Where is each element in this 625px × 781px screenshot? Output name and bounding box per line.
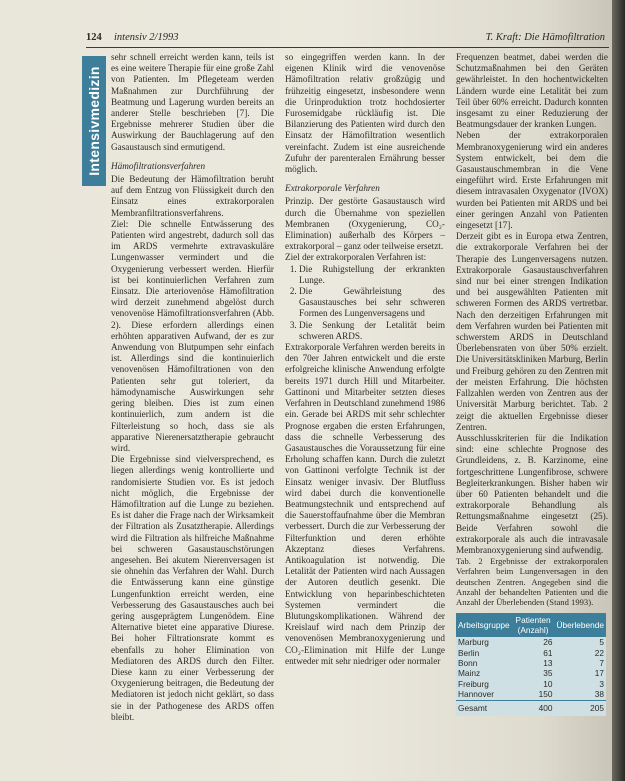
table-cell: 10 — [512, 679, 555, 689]
table-cell: 7 — [554, 658, 606, 668]
journal-name: intensiv 2/1993 — [114, 32, 179, 43]
table-cell: 150 — [512, 689, 555, 700]
table-cell: Gesamt — [456, 700, 512, 716]
table-row — [456, 648, 606, 658]
table-cell: Freiburg — [456, 679, 512, 689]
paragraph: Neben der extrakorporalen Membranoxygenierung wird ein anderes System entwickelt, bei dem die Gasaustauschmembran in die Vene eingeführt wird. Erste Erfahrungen mit diesem intravasalen Oxygenator (IVOX) wurden bei Patienten mit ARDS und bei einer geringen Anzahl von Patienten eingesetzt [17]. — [456, 130, 608, 231]
table-cell: Marburg — [456, 637, 512, 647]
table-row — [456, 668, 606, 678]
paragraph: Extrakorporale Verfahren werden bereits in den 70er Jahren entwickelt und die erste erfolgreiche klinische Anwendung erfolgte bereits 1971 durch Hill und Mitarbeiter. Gattinoni und Mitarbeiter setzten dieses Verfahren in Deutschland zunehmend 1986 ein. Gerade bei ARDS mit sehr schlechter Prognose ergaben die ersten Erfahrungen, dass die schnelle Verbesserung des Gasaustausches die Voraussetzung für eine Erholung schaffen kann. Durch die zuletzt von Gattinoni verfolgte Technik ist der Einsatz weniger invasiv. Der Blutfluss wird dabei durch die konventionelle Beatmungstechnik und entsprechend auf die Sauerstoffaufnahme über die Membran verbessert. Durch die zur Verbesserung der Filterfunktion und deren erhöhte Akzeptanz dieses Verfahrens. Antikoagulation ist notwendig. Die Letalität der Patienten wird nach Aussagen der Autoren deutlich gesenkt. Die Entwicklung von heparinbeschichteten Systemen vermindert die Blutungskomplikationen. Während der Kreislauf wird nach dem Prinzip der venovenösen Membranoxygenierung und CO₂-Elimination mit Hilfe der Lunge entweder mit sehr niedriger oder normaler — [285, 342, 445, 666]
table-cell: 22 — [554, 648, 606, 658]
list-item: 1. Die Ruhigstellung der erkrankten Lunge. — [299, 264, 445, 286]
text-column-3 — [456, 52, 608, 716]
table-cell: 3 — [554, 679, 606, 689]
paragraph: sehr schnell erreicht werden kann, teils ist es eine weitere Therapie für eine große Zahl von Patienten. Im Pflegeteam werden Maßnahmen zur Durchführung der Beatmung und Lagerung wurden bereits an anderer Stelle beschrieben [7]. Die Ergebnisse mehrerer Studien über die Auswirkung der Bauchlagerung auf den Gasaustausch sind ermutigend. — [111, 52, 274, 152]
text-column-2 — [285, 52, 445, 667]
list-item: 2. Die Gewährleistung des Gasaustausches bei sehr schweren Formen des Lungenversagens und — [299, 286, 445, 320]
table-header-row — [456, 613, 606, 637]
paragraph: Die Ergebnisse sind vielversprechend, es liegen allerdings wenig kontrollierte und randomisierte Studien vor. Es ist jedoch nicht möglich, die Ergebnisse der Hämofiltration auf die Lunge zu beziehen. Es ist daher die Frage nach der Wirksamkeit der Filtration als Zusatztherapie. Allerdings wird die Filtration als hilfreiche Maßnahme bei schweren Gasaustauschstörungen angesehen. Bei akutem Nierenversagen ist sie ohnehin das Verfahren der Wahl. Durch die Entwässerung kann eine günstige Lungenfunktion erreicht werden, eine Verbesserung des Gasaustausches auch bei gering ausgeprägtem Lungenödem. Eine Alternative bietet eine apparative Diurese. Bei hoher Filtrationsrate kommt es ebenfalls zu hoher Elimination von Mediatoren des ARDS durch den Filter. Diese kann zu einer Verbesserung der Oxygenierung beitragen, die Bedeutung der Mediatoren ist jedoch nicht geklärt, so dass sie in der Pathogenese des ARDS offen bleibt. — [111, 454, 274, 722]
table-caption: Tab. 2 Ergebnisse der extrakorporalen Verfahren beim Lungenversagen in den deutschen Zentren. Angegeben sind die Anzahl der behandelten Patienten und die Anzahl der Überlebenden (Stand 1993). — [456, 556, 608, 607]
list-item: 3. Die Senkung der Letalität beim schweren ARDS. — [299, 320, 445, 342]
table-cell: Mainz — [456, 668, 512, 678]
page-number: 124 — [86, 32, 102, 43]
table-cell: 26 — [512, 637, 555, 647]
column-header: Arbeitsgruppe — [456, 613, 512, 637]
section-heading: Extrakorporale Verfahren — [285, 183, 380, 194]
header-rule — [86, 47, 609, 48]
table-cell: 35 — [512, 668, 555, 678]
table-cell: 205 — [554, 700, 606, 716]
paragraph: so eingegriffen werden kann. In der eigenen Klinik wird die venovenöse Hämofiltration relativ großzügig und frühzeitig eingesetzt, insbesondere wenn die Urinproduktion trotz hochdosierter Furosemidgabe rückläufig ist. Die Bilanzierung des Patienten wird durch den Einsatz der Hämofiltration wesentlich vereinfacht. Zudem ist eine ausreichende Zufuhr der parenteralen Ernährung besser möglich. — [285, 52, 445, 175]
table-row — [456, 689, 606, 700]
paragraph: Derzeit gibt es in Europa etwa Zentren, die extrakorporale Verfahren bei der Therapie des Lungenversagens nutzen. Extrakorporale Gasaustauschverfahren sind nur bei einer strengen Indikation und bei ausgewählten Patienten mit schweren Formen des ARDS vertretbar. Nach den derzeitigen Erfahrungen mit dem Verfahren wurden bei Patienten mit schwerstem ARDS in Deutschland Überlebensraten von über 50% erzielt. Die Universitätskliniken Marburg, Berlin und Freiburg gehören zu den Zentren mit der meisten Erfahrung. Die höchsten Fallzahlen werden von Zentren aus der Universität Marburg berichtet. Tab. 2 zeigt die aktuellen Ergebnisse dieser Zentren. — [456, 231, 608, 432]
article-author: T. Kraft: Die Hämofiltration — [485, 32, 605, 43]
paragraph: Ausschlusskriterien für die Indikation sind: eine schlechte Prognose des Grundleidens, z. B. Karzinome, eine fortgeschrittene Lungenfibrose, schwere Begleiterkrankungen. Bisher haben wir über 60 Patienten behandelt und die extrakorporale Behandlung als Rettungsmaßnahme eingesetzt (25). Beide Verfahren sowohl die extrakorporale als auch die intravasale Membranoxygenierung sind aufwendig. — [456, 432, 608, 555]
table-cell: Berlin — [456, 648, 512, 658]
table-row — [456, 637, 606, 647]
table-cell: 17 — [554, 668, 606, 678]
table-total-row — [456, 700, 606, 716]
table-cell: 13 — [512, 658, 555, 668]
table-cell: 38 — [554, 689, 606, 700]
paragraph: Die Bedeutung der Hämofiltration beruht auf dem Entzug von Flüssigkeit durch den Einsatz eines extrakorporalen Membranfiltrationsverfahrens. — [111, 174, 274, 218]
table-row — [456, 658, 606, 668]
page-edge-shadow — [612, 0, 625, 781]
section-tab-label: Intensivmedizin — [86, 66, 102, 176]
table-cell: 5 — [554, 637, 606, 647]
table-cell: Hannover — [456, 689, 512, 700]
column-header: Überlebende — [554, 613, 606, 637]
results-table — [456, 613, 606, 716]
section-tab — [82, 56, 106, 186]
goal-list — [285, 264, 445, 342]
table-cell: 61 — [512, 648, 555, 658]
paragraph: Ziel: Die schnelle Entwässerung des Patienten wird angestrebt, dadurch soll das im ARDS vermehrte extravaskuläre Lungenwasser vermindert und die Oxygenierung verbessert werden. Hierfür ist bei kontinuierlichen Verfahren zum Einsatz. Die arteriovenöse Hämofiltration wird derzeit zunehmend abgelöst durch venovenöse Hämofiltrationsverfahren (Abb. 2). Diese erfordern allerdings einen erhöhten apparativen Aufwand, der es zur Anwendung von Blutpumpen sehr einfach ist. Allerdings sind die kontinuierlich venovenösen Hämofiltrationen von den Patienten sehr gut toleriert, da hämodynamische Auswirkungen sehr gering bleiben. Dies ist zum einen kontinuierlich, zum andern ist die Filterleistung so hoch, dass sie als apparative Nierenersatztherapie gebraucht wird. — [111, 218, 274, 453]
paragraph: Frequenzen beatmet, dabei werden die Schutzmaßnahmen bei den Geräten gewährleistet. In den hochentwickelten Ländern wurde eine Letalität bei zum Teil über 60% erreicht. Dadurch konnten insgesamt zu einer Reduzierung der Beatmungsdauer der kranken Lungen. — [456, 52, 608, 130]
table-row — [456, 679, 606, 689]
paragraph: Prinzip. Der gestörte Gasaustausch wird durch die Übernahme von speziellen Membranen (Oxygenierung, CO₂-Elimination) außerhalb des Körpers – extrakorporal – ganz oder teilweise ersetzt. — [285, 196, 445, 252]
section-heading: Hämofiltrationsverfahren — [111, 160, 206, 171]
text-column-1 — [111, 52, 274, 723]
column-header: Patienten (Anzahl) — [512, 613, 555, 637]
running-header — [86, 30, 611, 46]
table-cell: 400 — [512, 700, 555, 716]
table-cell: Bonn — [456, 658, 512, 668]
paragraph: Ziel der extrakorporalen Verfahren ist: — [285, 252, 427, 263]
